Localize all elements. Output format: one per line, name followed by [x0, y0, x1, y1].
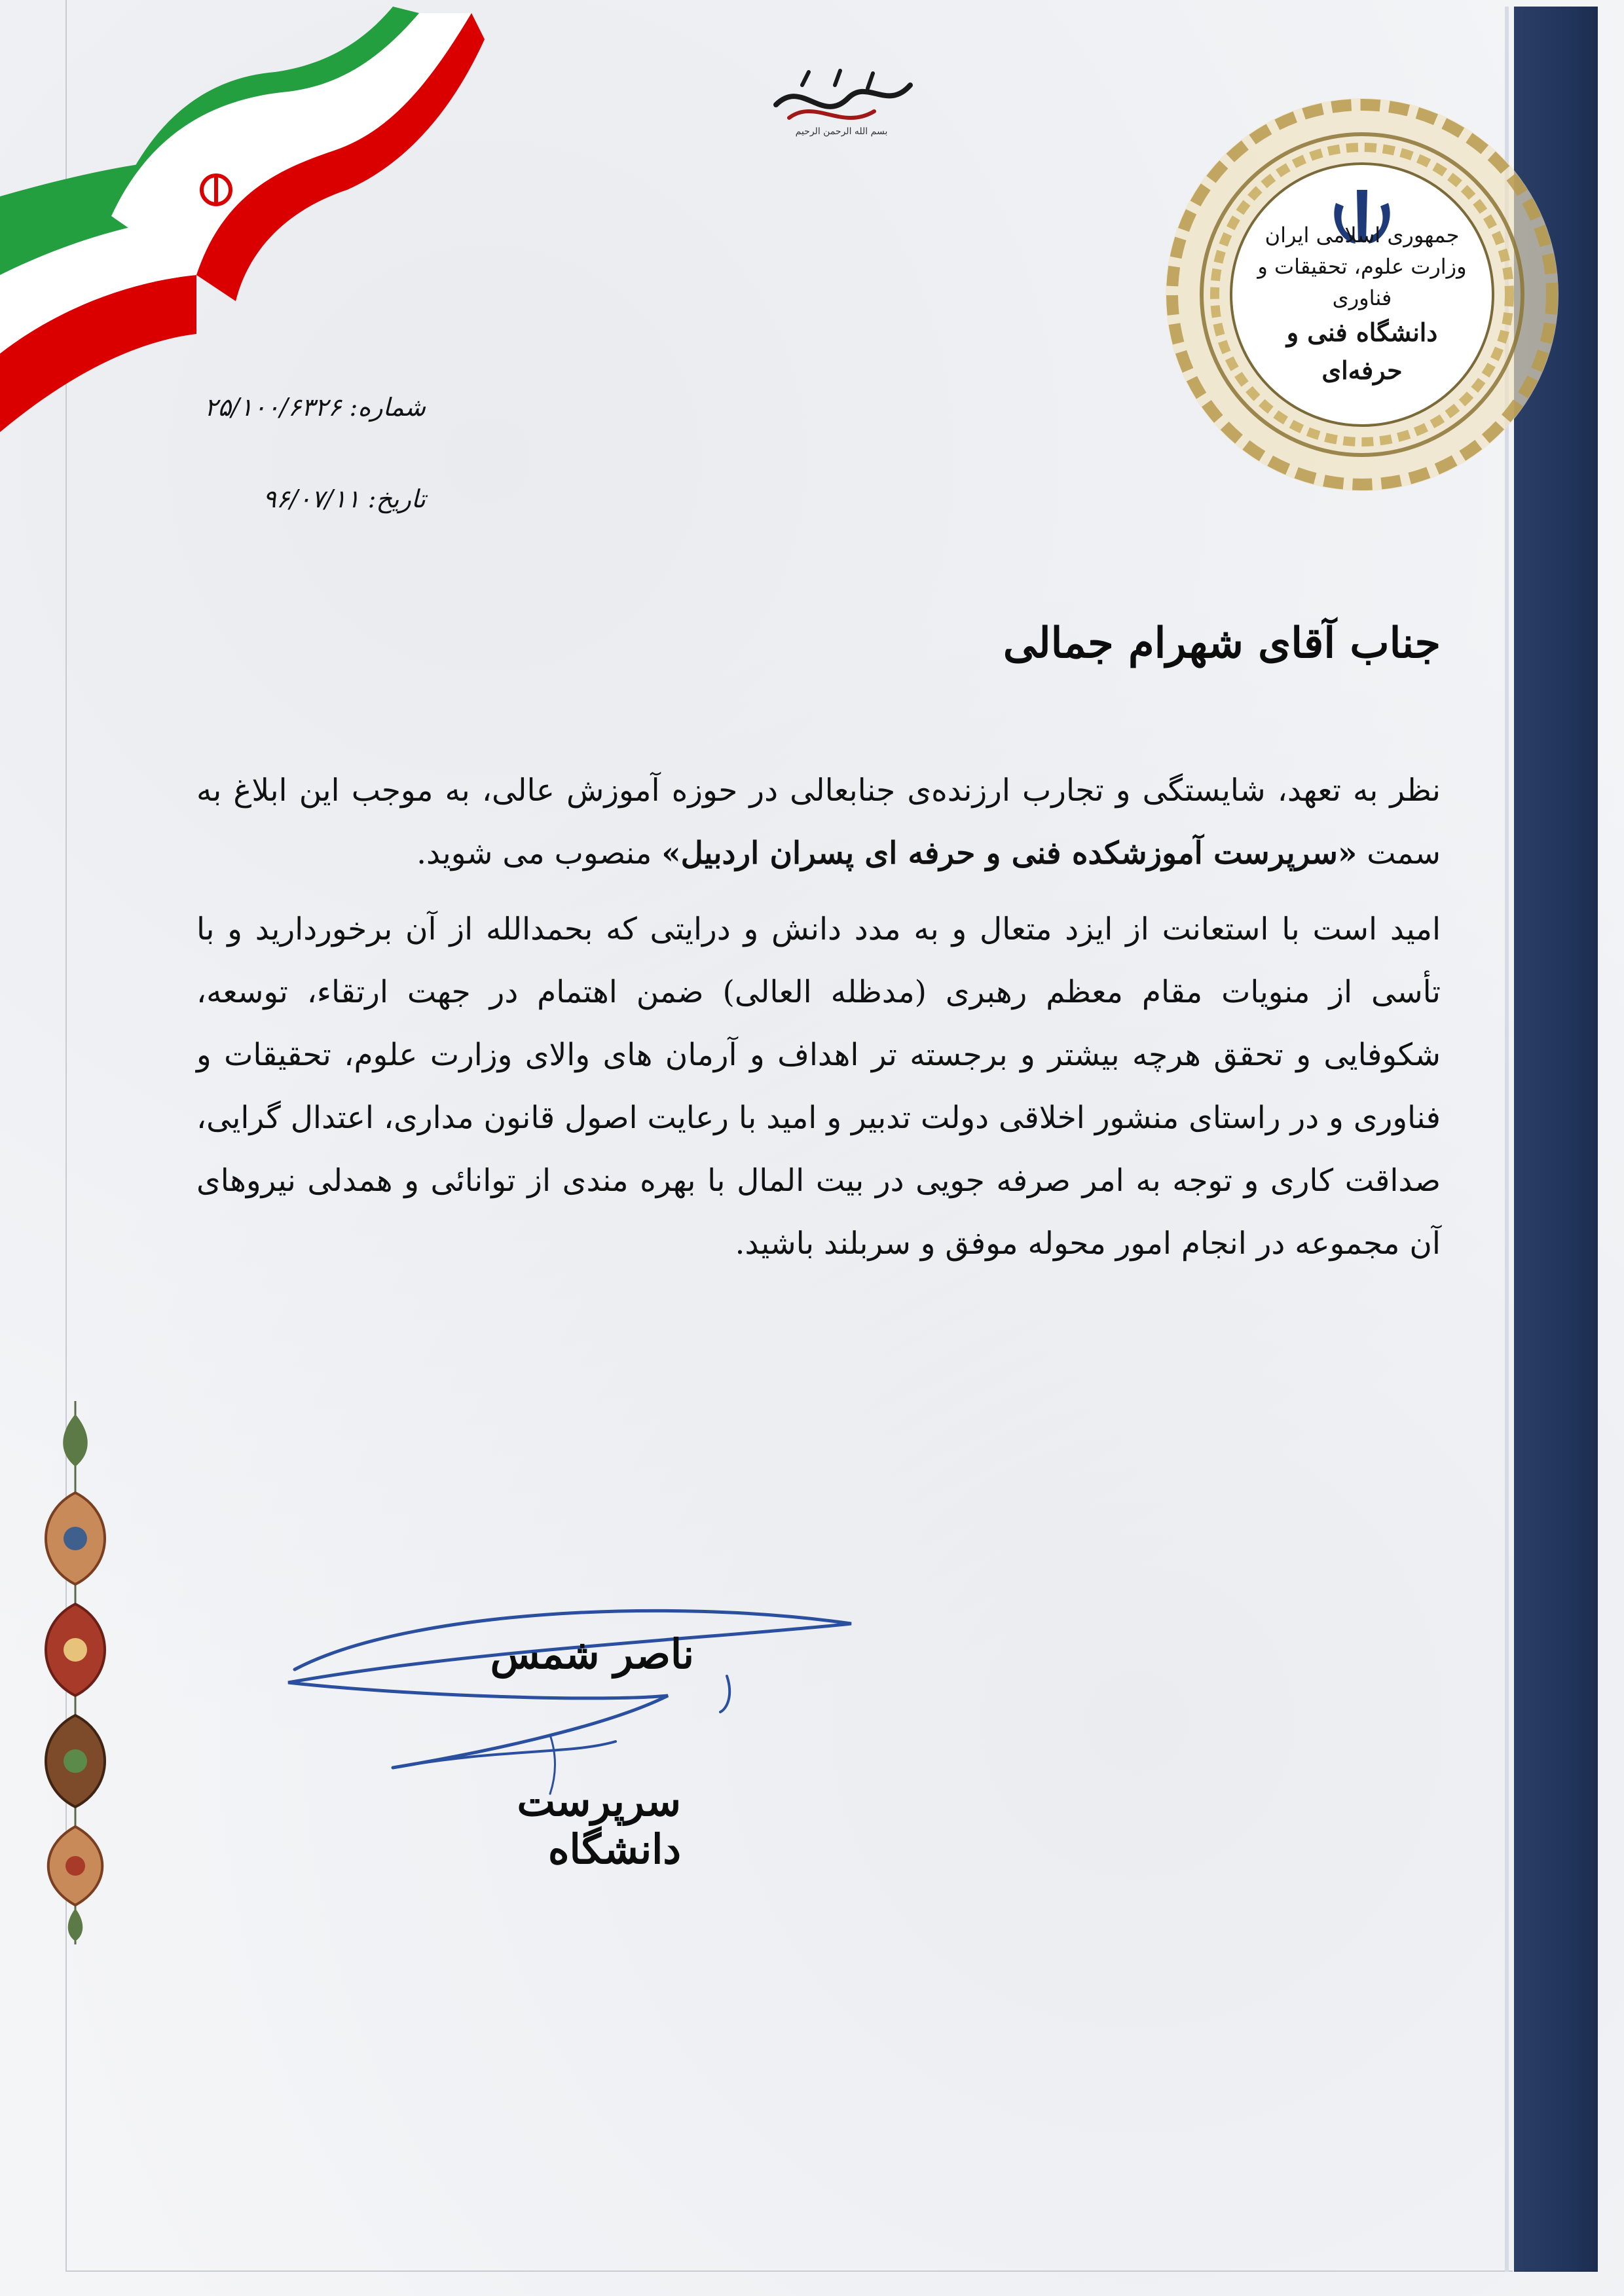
floral-ornament-icon	[26, 1401, 124, 1944]
seal-line-country: جمهوری اسلامی ایران	[1264, 223, 1460, 247]
body-p1-start: نظر به تعهد، شایستگی و تجارب ارزنده‌ی جنابعالی در حوزه آموزش عالی، به موجب این ابلاغ به سمت	[196, 773, 1441, 871]
frame-bottom-border	[65, 2270, 1513, 2272]
letter-body	[196, 759, 1441, 1275]
body-paragraph-appointment	[196, 759, 1441, 885]
body-paragraph-wishes: امید است با استعانت از ایزد متعال و به مدد دانش و درایتی که بحمدالله از آن برخوردارید و با تأسی از منویات مقام معظم رهبری (مدظله العالی) ضمن اهتمام در جهت ارتقاء، توسعه، شکوفایی و تحقق هرچه بیشتر و برجسته تر اهداف و آرمان های والای وزارت علوم، تحقیقات و فناوری و در راستای منشور اخلاقی دولت تدبیر و امید با رعایت اصول قانون مداری، اعتدال گرایی، صداقت کاری و توجه به امر صرفه جویی در بیت المال با بهره مندی از توانائی و همدلی نیروهای آن مجموعه در انجام امور محوله موفق و سربلند باشید.	[196, 911, 1441, 1262]
bismillah-calligraphy-icon	[763, 59, 920, 137]
body-p1-end: منصوب می شوید.	[416, 835, 652, 871]
seal-line-ministry: وزارت علوم، تحقیقات و فناوری	[1257, 254, 1467, 310]
seal-line-university: دانشگاه فنی و حرفه‌ای	[1286, 318, 1438, 385]
letter-number: شماره: ۲۵/۱۰۰/۶۳۲۶	[204, 393, 426, 422]
bismillah-text: بسم الله الرحمن الرحیم	[795, 126, 888, 137]
signer-name: ناصر شمس	[490, 1630, 694, 1678]
signer-title: سرپرست دانشگاه	[517, 1777, 681, 1873]
appointment-position: «سرپرست آموزشکده فنی و حرفه ای پسران اردبیل»	[661, 835, 1357, 871]
seal-text	[1251, 219, 1473, 390]
iran-flag-icon	[0, 0, 498, 445]
letter-date: تاریخ: ۹۶/۰۷/۱۱	[263, 484, 426, 513]
addressee-line: جناب آقای شهرام جمالی	[1003, 619, 1441, 668]
